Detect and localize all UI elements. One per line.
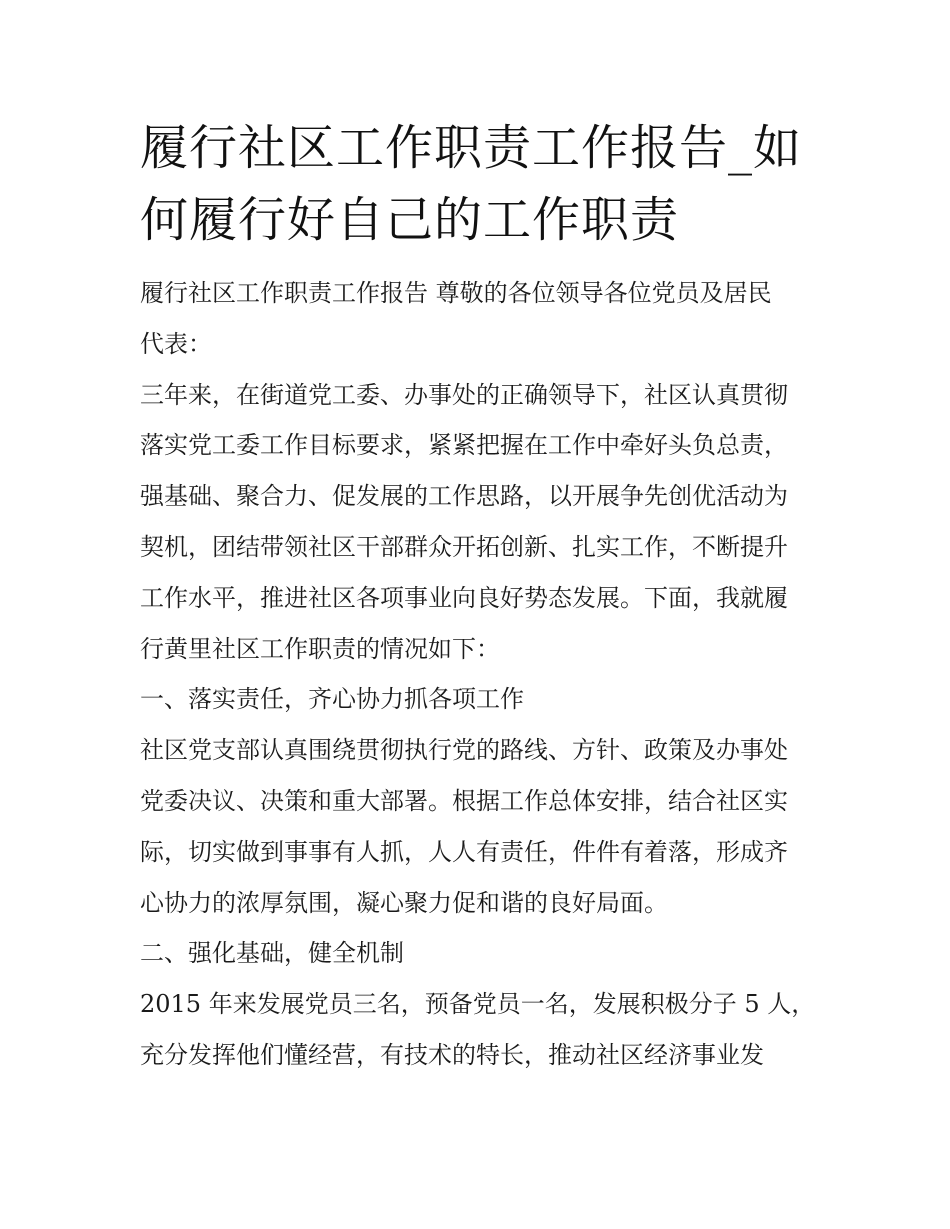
- body-line-5: 强基础、聚合力、促发展的工作思路，以开展争先创优活动为: [140, 482, 788, 511]
- body-line-3: 三年来，在街道党工委、办事处的正确领导下，社区认真贯彻: [140, 380, 788, 409]
- document-body: [140, 268, 820, 1081]
- body-line-10: 社区党支部认真围绕贯彻执行党的路线、方针、政策及办事处: [140, 736, 788, 765]
- body-line-16: 充分发挥他们懂经营，有技术的特长，推动社区经济事业发: [140, 1040, 764, 1069]
- body-line-12: 际，切实做到事事有人抓，人人有责任，件件有着落，形成齐: [140, 837, 788, 866]
- section-heading-2: 二、强化基础，健全机制: [140, 939, 404, 968]
- section-heading-1: 一、落实责任，齐心协力抓各项工作: [140, 685, 524, 714]
- body-line-8: 行黄里社区工作职责的情况如下：: [140, 634, 500, 663]
- body-line-2: 代表：: [140, 329, 212, 358]
- body-line-15: 2015 年来发展党员三名，预备党员一名，发展积极分子 5 人，: [140, 990, 816, 1019]
- body-line-7: 工作水平，推进社区各项事业向良好势态发展。下面，我就履: [140, 583, 788, 612]
- body-line-13: 心协力的浓厚氛围，凝心聚力促和谐的良好局面。: [140, 888, 668, 917]
- body-line-6: 契机，团结带领社区干部群众开拓创新、扎实工作，不断提升: [140, 532, 788, 561]
- body-line-4: 落实党工委工作目标要求，紧紧把握在工作中牵好头负总责，: [140, 431, 788, 460]
- title-line-2: 何履行好自己的工作职责: [140, 192, 680, 248]
- body-line-11: 党委决议、决策和重大部署。根据工作总体安排，结合社区实: [140, 786, 788, 815]
- document-title: [140, 112, 820, 256]
- body-line-1: 履行社区工作职责工作报告 尊敬的各位领导各位党员及居民: [140, 279, 772, 307]
- document-content: [140, 112, 820, 1081]
- title-line-1: 履行社区工作职责工作报告_如: [140, 120, 803, 176]
